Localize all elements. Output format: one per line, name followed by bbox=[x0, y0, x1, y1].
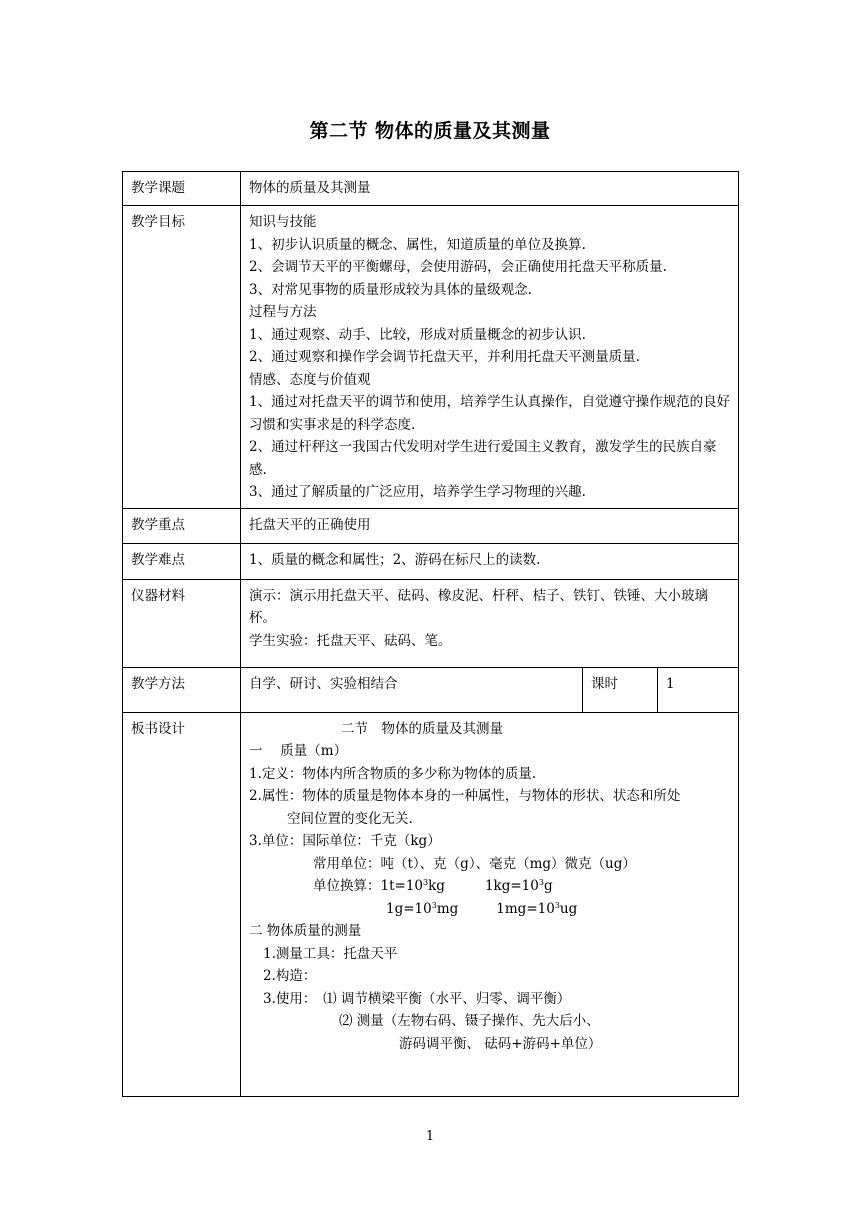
goal-line: 2、通过杆秤这一我国古代发明对学生进行爱国主义教育，激发学生的民族自豪感. bbox=[249, 439, 717, 478]
lesson-plan-table bbox=[122, 171, 739, 1097]
board-heading: 二节 物体的质量及其测量 bbox=[341, 720, 503, 737]
board-unit-si: 3.单位：国际单位：千克（kg） bbox=[249, 833, 441, 849]
method-label: 教学方法 bbox=[123, 667, 241, 712]
board-property-cont: 空间位置的变化无关. bbox=[287, 810, 413, 827]
difficulty-label: 教学难点 bbox=[123, 543, 241, 579]
board-conversion-1 bbox=[249, 875, 731, 898]
hours-value: 1 bbox=[658, 667, 739, 712]
goal-line: 2、会调节天平的平衡螺母，会使用游码，会正确使用托盘天平称质量. bbox=[249, 259, 667, 275]
topic-value: 物体的质量及其测量 bbox=[241, 172, 739, 206]
goal-line: 知识与技能 bbox=[249, 214, 317, 230]
row-difficulty bbox=[123, 543, 739, 579]
row-topic bbox=[123, 172, 739, 206]
goal-line: 3、通过了解质量的广泛应用，培养学生学习物理的兴趣. bbox=[249, 484, 586, 500]
page-title: 第二节 物体的质量及其测量 bbox=[309, 120, 551, 142]
board-label: 板书设计 bbox=[123, 712, 241, 1096]
conversion-formula: $1mg=10^3ug$ bbox=[496, 900, 578, 917]
goal-line: 1、初步认识质量的概念、属性，知道质量的单位及换算. bbox=[249, 236, 586, 253]
topic-label: 教学课题 bbox=[123, 172, 241, 206]
board-use-1: 3.使用： ⑴ 调节横梁平衡（水平、归零、调平衡） bbox=[263, 990, 571, 1007]
board-conversion-2 bbox=[249, 898, 731, 921]
page-number: 1 bbox=[425, 1129, 435, 1144]
goals-label: 教学目标 bbox=[123, 206, 241, 509]
board-use-3: 游码调平衡、 砝码+游码+单位） bbox=[399, 1035, 602, 1052]
board-content bbox=[241, 712, 739, 1096]
conversion-formula: $1g=10^3mg$ bbox=[386, 900, 459, 917]
row-key-point bbox=[123, 508, 739, 543]
row-method bbox=[123, 667, 739, 712]
board-structure: 2.构造： bbox=[263, 968, 317, 984]
board-property: 2.属性：物体的质量是物体本身的一种属性，与物体的形状、状态和所处 bbox=[249, 788, 681, 804]
materials-demo: 演示：演示用托盘天平、砝码、橡皮泥、杆秤、桔子、铁钉、铁锤、大小玻璃杯。 bbox=[249, 587, 708, 626]
row-goals bbox=[123, 206, 739, 509]
goal-line: 2、通过观察和操作学会调节托盘天平，并利用托盘天平测量质量. bbox=[249, 349, 640, 365]
goal-line: 3、对常见事物的质量形成较为具体的量级观念. bbox=[249, 281, 532, 298]
goal-line: 1、通过对托盘天平的调节和使用，培养学生认真操作，自觉遵守操作规范的良好习惯和实事求是的科学态度. bbox=[249, 394, 731, 433]
goals-content bbox=[241, 206, 739, 509]
row-board bbox=[123, 712, 739, 1096]
materials-content bbox=[241, 579, 739, 667]
conversion-label: 单位换算： bbox=[313, 878, 381, 894]
key-point-label: 教学重点 bbox=[123, 508, 241, 543]
board-tool: 1.测量工具：托盘天平 bbox=[263, 945, 398, 962]
materials-label: 仪器材料 bbox=[123, 579, 241, 667]
materials-student: 学生实验：托盘天平、砝码、笔。 bbox=[249, 632, 452, 649]
board-definition: 1.定义：物体内所含物质的多少称为物体的质量. bbox=[249, 765, 537, 782]
row-materials bbox=[123, 579, 739, 667]
goal-line: 过程与方法 bbox=[249, 304, 317, 320]
board-section-2: 二 物体质量的测量 bbox=[249, 923, 362, 939]
method-value: 自学、研讨、实验相结合 bbox=[241, 667, 583, 712]
difficulty-value: 1、质量的概念和属性；2、游码在标尺上的读数. bbox=[241, 543, 739, 579]
goal-line: 情感、态度与价值观 bbox=[249, 371, 371, 388]
board-unit-common: 常用单位：吨（t）、克（g）、毫克（mg）微克（ug） bbox=[313, 855, 636, 872]
conversion-formula: $1kg=10^3g$ bbox=[484, 878, 553, 894]
board-use-2: ⑵ 测量（左物右码、镊子操作、先大后小、 bbox=[339, 1013, 600, 1029]
conversion-formula: $1t=10^3kg$ bbox=[380, 878, 445, 894]
key-point-value: 托盘天平的正确使用 bbox=[241, 508, 739, 543]
goal-line: 1、通过观察、动手、比较，形成对质量概念的初步认识. bbox=[249, 326, 586, 343]
board-section-1: 一 质量（m） bbox=[249, 743, 348, 759]
hours-label: 课时 bbox=[583, 667, 658, 712]
